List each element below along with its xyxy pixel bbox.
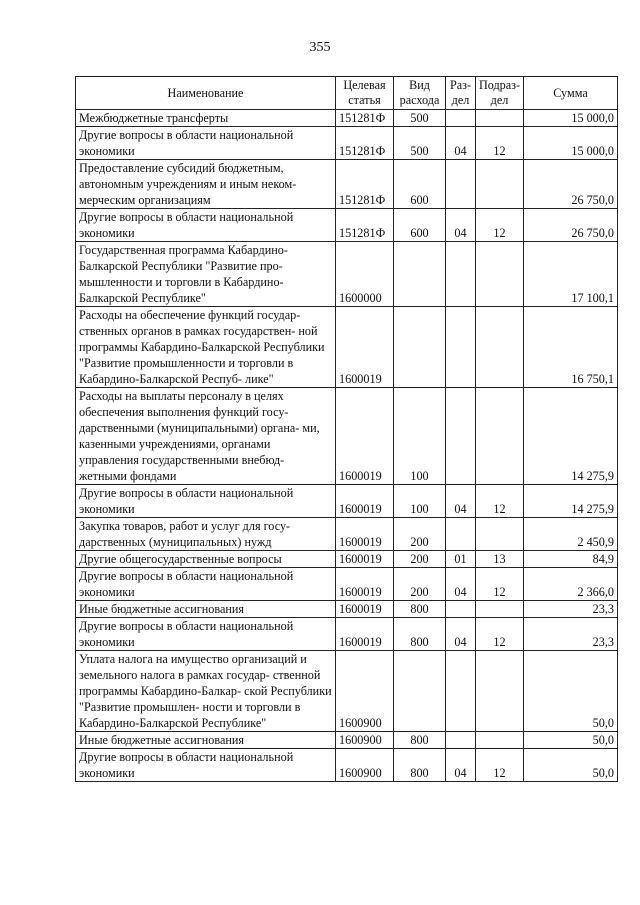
cell-section: 04 xyxy=(446,749,476,782)
cell-expense-type: 800 xyxy=(394,749,446,782)
table-row xyxy=(76,518,618,551)
table-row xyxy=(76,749,618,782)
table-row xyxy=(76,209,618,242)
cell-subsection: 12 xyxy=(476,749,524,782)
cell-sum: 50,0 xyxy=(524,749,618,782)
cell-sum: 84,9 xyxy=(524,551,618,568)
table-row xyxy=(76,307,618,388)
cell-sum: 50,0 xyxy=(524,732,618,749)
cell-name: Расходы на обеспечение функций государ- ственных органов в рамках государствен- ной программы Кабардино-Балкарской Республики "Развитие промышленности и торговли в Кабардино-Балкарской Респуб- лике" xyxy=(76,307,336,388)
cell-subsection xyxy=(476,518,524,551)
cell-name: Другие вопросы в области национальной экономики xyxy=(76,568,336,601)
cell-section xyxy=(446,307,476,388)
cell-expense-type: 100 xyxy=(394,485,446,518)
cell-sum: 26 750,0 xyxy=(524,160,618,209)
cell-target-article: 1600900 xyxy=(336,651,394,732)
cell-subsection xyxy=(476,388,524,485)
cell-subsection: 12 xyxy=(476,127,524,160)
cell-subsection xyxy=(476,732,524,749)
cell-sum: 16 750,1 xyxy=(524,307,618,388)
header-expense-type: Вид расхода xyxy=(394,77,446,110)
cell-expense-type: 800 xyxy=(394,732,446,749)
cell-name: Межбюджетные трансферты xyxy=(76,110,336,127)
cell-section: 04 xyxy=(446,568,476,601)
cell-target-article: 1600019 xyxy=(336,551,394,568)
cell-sum: 2 450,9 xyxy=(524,518,618,551)
cell-name: Другие вопросы в области национальной экономики xyxy=(76,209,336,242)
cell-expense-type: 600 xyxy=(394,209,446,242)
cell-expense-type xyxy=(394,651,446,732)
table-row xyxy=(76,110,618,127)
cell-expense-type: 600 xyxy=(394,160,446,209)
cell-subsection xyxy=(476,110,524,127)
header-section: Раз- дел xyxy=(446,77,476,110)
cell-name: Другие вопросы в области национальной экономики xyxy=(76,749,336,782)
cell-target-article: 1600000 xyxy=(336,242,394,307)
cell-expense-type: 200 xyxy=(394,551,446,568)
cell-section: 04 xyxy=(446,209,476,242)
cell-expense-type: 200 xyxy=(394,568,446,601)
cell-name: Расходы на выплаты персоналу в целях обеспечения выполнения функций госу- дарственными (муниципальными) органа- ми, казенными учреждениями, органами управления государственными внебюд- жетными фондами xyxy=(76,388,336,485)
cell-subsection: 13 xyxy=(476,551,524,568)
table-header-row xyxy=(76,77,618,110)
cell-target-article: 151281Ф xyxy=(336,127,394,160)
header-target-article: Целевая статья xyxy=(336,77,394,110)
cell-section xyxy=(446,242,476,307)
cell-section xyxy=(446,651,476,732)
cell-section xyxy=(446,732,476,749)
cell-name: Уплата налога на имущество организаций и земельного налога в рамках государ- ственной программы Кабардино-Балкар- ской Республики "Развитие промышлен- ности и торговли в Кабардино-Балкарской Республике" xyxy=(76,651,336,732)
table-row xyxy=(76,160,618,209)
cell-target-article: 1600019 xyxy=(336,388,394,485)
table-row xyxy=(76,651,618,732)
cell-subsection: 12 xyxy=(476,485,524,518)
cell-subsection xyxy=(476,601,524,618)
cell-section: 01 xyxy=(446,551,476,568)
table-row xyxy=(76,618,618,651)
header-sum: Сумма xyxy=(524,77,618,110)
cell-target-article: 1600900 xyxy=(336,749,394,782)
cell-name: Предоставление субсидий бюджетным, автономным учреждениям и иным неком- мерческим организациям xyxy=(76,160,336,209)
cell-target-article: 1600019 xyxy=(336,518,394,551)
cell-name: Другие общегосударственные вопросы xyxy=(76,551,336,568)
cell-expense-type: 500 xyxy=(394,110,446,127)
header-name: Наименование xyxy=(76,77,336,110)
table-row xyxy=(76,485,618,518)
table-row xyxy=(76,732,618,749)
cell-sum: 2 366,0 xyxy=(524,568,618,601)
cell-subsection: 12 xyxy=(476,618,524,651)
cell-section xyxy=(446,110,476,127)
table-row xyxy=(76,601,618,618)
cell-sum: 17 100,1 xyxy=(524,242,618,307)
cell-expense-type: 100 xyxy=(394,388,446,485)
cell-subsection xyxy=(476,160,524,209)
cell-sum: 26 750,0 xyxy=(524,209,618,242)
cell-sum: 14 275,9 xyxy=(524,388,618,485)
table-row xyxy=(76,242,618,307)
cell-subsection xyxy=(476,307,524,388)
budget-table xyxy=(75,76,618,782)
cell-target-article: 1600900 xyxy=(336,732,394,749)
cell-sum: 15 000,0 xyxy=(524,110,618,127)
cell-section: 04 xyxy=(446,127,476,160)
cell-name: Иные бюджетные ассигнования xyxy=(76,732,336,749)
cell-section: 04 xyxy=(446,618,476,651)
cell-subsection: 12 xyxy=(476,568,524,601)
cell-name: Другие вопросы в области национальной экономики xyxy=(76,485,336,518)
cell-name: Другие вопросы в области национальной экономики xyxy=(76,127,336,160)
cell-target-article: 151281Ф xyxy=(336,209,394,242)
cell-target-article: 1600019 xyxy=(336,601,394,618)
cell-section xyxy=(446,601,476,618)
cell-section xyxy=(446,518,476,551)
table-row xyxy=(76,127,618,160)
cell-section xyxy=(446,388,476,485)
cell-sum: 14 275,9 xyxy=(524,485,618,518)
cell-expense-type: 800 xyxy=(394,618,446,651)
cell-target-article: 1600019 xyxy=(336,485,394,518)
cell-target-article: 151281Ф xyxy=(336,160,394,209)
cell-target-article: 151281Ф xyxy=(336,110,394,127)
cell-name: Иные бюджетные ассигнования xyxy=(76,601,336,618)
cell-section: 04 xyxy=(446,485,476,518)
cell-target-article: 1600019 xyxy=(336,618,394,651)
cell-sum: 15 000,0 xyxy=(524,127,618,160)
cell-name: Закупка товаров, работ и услуг для госу- дарственных (муниципальных) нужд xyxy=(76,518,336,551)
cell-expense-type xyxy=(394,242,446,307)
cell-sum: 50,0 xyxy=(524,651,618,732)
table-row xyxy=(76,388,618,485)
cell-name: Государственная программа Кабардино- Балкарской Республики "Развитие про- мышленности и торговли в Кабардино- Балкарской Республике" xyxy=(76,242,336,307)
cell-sum: 23,3 xyxy=(524,618,618,651)
cell-name: Другие вопросы в области национальной экономики xyxy=(76,618,336,651)
cell-expense-type xyxy=(394,307,446,388)
header-subsection: Подраз- дел xyxy=(476,77,524,110)
cell-expense-type: 500 xyxy=(394,127,446,160)
cell-target-article: 1600019 xyxy=(336,307,394,388)
cell-subsection xyxy=(476,651,524,732)
cell-subsection: 12 xyxy=(476,209,524,242)
cell-expense-type: 800 xyxy=(394,601,446,618)
page-number: 355 xyxy=(309,40,331,55)
table-row xyxy=(76,551,618,568)
cell-section xyxy=(446,160,476,209)
cell-target-article: 1600019 xyxy=(336,568,394,601)
cell-expense-type: 200 xyxy=(394,518,446,551)
cell-sum: 23,3 xyxy=(524,601,618,618)
cell-subsection xyxy=(476,242,524,307)
table-row xyxy=(76,568,618,601)
